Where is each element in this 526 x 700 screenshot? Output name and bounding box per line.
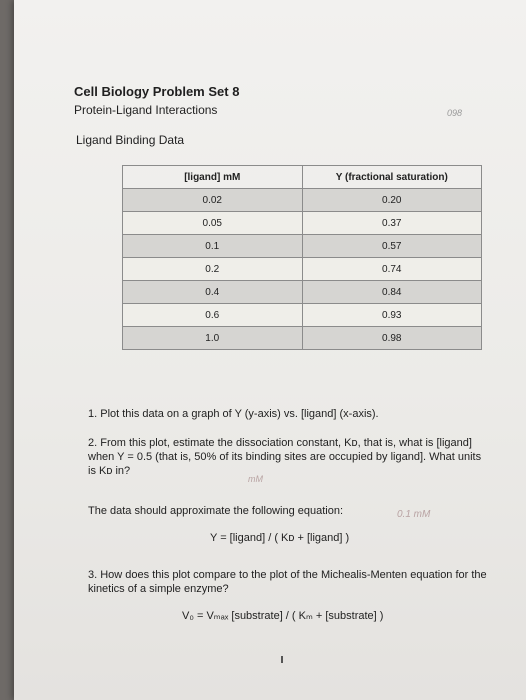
table-row (123, 212, 482, 235)
header-ligand: [ligand] mM (123, 166, 303, 189)
cell-ligand: 0.05 (123, 212, 303, 235)
table-header-row (123, 166, 482, 189)
table-row (123, 327, 482, 350)
pen-mark (281, 656, 283, 663)
question-1: 1. Plot this data on a graph of Y (y-axis) vs. [ligand] (x-axis). (88, 408, 379, 420)
cell-ligand: 0.1 (123, 235, 303, 258)
ligand-binding-table (122, 165, 482, 350)
cell-saturation: 0.84 (302, 281, 482, 304)
cell-saturation: 0.20 (302, 189, 482, 212)
document-title: Cell Biology Problem Set 8 (74, 84, 240, 99)
equation-intro: The data should approximate the following equation: (88, 505, 344, 517)
cell-saturation: 0.93 (302, 304, 482, 327)
cell-saturation: 0.98 (302, 327, 482, 350)
handwritten-note-answer: 0.1 mM (397, 509, 431, 520)
cell-ligand: 0.4 (123, 281, 303, 304)
header-saturation: Y (fractional saturation) (302, 166, 482, 189)
section-heading: Ligand Binding Data (76, 133, 185, 147)
cell-ligand: 0.2 (123, 258, 303, 281)
handwritten-note-top: 098 (447, 108, 463, 118)
cell-ligand: 0.6 (123, 304, 303, 327)
cell-ligand: 0.02 (123, 189, 303, 212)
michaelis-menten-equation: V₀ = Vₘₐₓ [substrate] / ( Kₘ + [substrate] ) (182, 610, 384, 622)
table-row (123, 258, 482, 281)
table-row (123, 304, 482, 327)
table-row (123, 189, 482, 212)
cell-ligand: 1.0 (123, 327, 303, 350)
paper-sheet (14, 0, 526, 700)
document-subtitle: Protein-Ligand Interactions (74, 103, 218, 117)
question-3: 3. How does this plot compare to the plot of the Michealis-Menten equation for the kinetics of a simple enzyme? (88, 569, 487, 595)
binding-equation: Y = [ligand] / ( Kᴅ + [ligand] ) (210, 532, 350, 544)
cell-saturation: 0.37 (302, 212, 482, 235)
table-row (123, 235, 482, 258)
question-2: 2. From this plot, estimate the dissociation constant, Kᴅ, that is, what is [ligand] when Y = 0.5 (that is, 50% of its binding sites are occupied by ligand]. What units is Kᴅ in? (88, 437, 482, 477)
handwritten-note-mm: mM (248, 474, 263, 484)
cell-saturation: 0.57 (302, 235, 482, 258)
table-row (123, 281, 482, 304)
cell-saturation: 0.74 (302, 258, 482, 281)
